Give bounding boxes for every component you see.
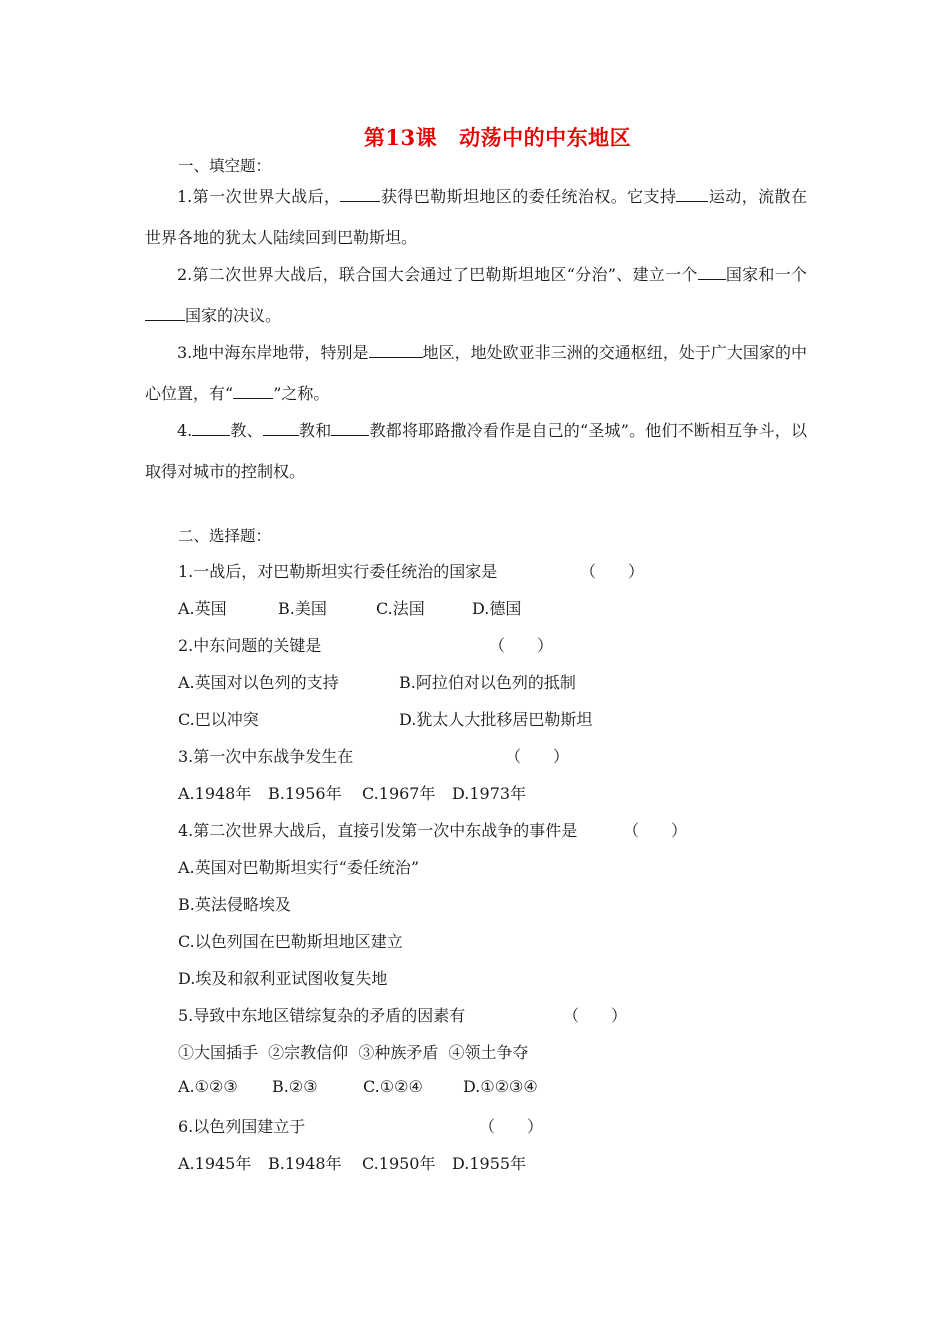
choice-option[interactable]: A.英国对以色列的支持 [178, 673, 339, 692]
answer-parenthesis[interactable]: （ ） [489, 636, 554, 655]
choice-option[interactable]: C.法国 [376, 599, 425, 618]
lesson-topic: 动荡中的中东地区 [459, 125, 632, 150]
choice-option[interactable]: D.犹太人大批移居巴勒斯坦 [399, 710, 593, 729]
section-fill-heading: 一、填空题： [178, 157, 272, 175]
answer-blank[interactable] [698, 261, 726, 280]
answer-parenthesis[interactable]: （ ） [505, 747, 570, 766]
choice-option[interactable]: B.1956年 [268, 784, 342, 803]
lesson-number: 第13课 [363, 125, 438, 150]
choice-option[interactable]: B.②③ [272, 1077, 318, 1096]
choice-option[interactable]: D.①②③④ [463, 1077, 538, 1096]
fill-question-3: 3.地中海东岸地带，特别是 地区，地处欧亚非三洲的交通枢纽，处于广大国家的中心位置，有“ ”之称。 [145, 332, 807, 414]
answer-blank[interactable] [192, 417, 230, 436]
choice-option[interactable]: C.1967年 [362, 784, 436, 803]
choice-option[interactable]: B.英法侵略埃及 [178, 895, 291, 914]
choice-option[interactable]: A.①②③ [178, 1077, 238, 1096]
answer-parenthesis[interactable]: （ ） [580, 562, 645, 581]
choice-option[interactable]: B.1948年 [268, 1154, 342, 1173]
answer-parenthesis[interactable]: （ ） [563, 1006, 628, 1025]
answer-blank[interactable] [676, 183, 708, 202]
choice-question-3-stem: 3.第一次中东战争发生在 [178, 747, 354, 766]
choice-option[interactable]: D.埃及和叙利亚试图收复失地 [178, 969, 388, 988]
choice-question-5-stem: 5.导致中东地区错综复杂的矛盾的因素有 [178, 1006, 466, 1025]
choice-option[interactable]: A.1948年 [178, 784, 252, 803]
answer-blank[interactable] [233, 380, 273, 399]
choice-option[interactable]: D.德国 [472, 599, 522, 618]
choice-option[interactable]: D.1955年 [452, 1154, 527, 1173]
answer-blank[interactable] [369, 339, 423, 358]
choice-question-1-stem: 1.一战后，对巴勒斯坦实行委任统治的国家是 [178, 562, 498, 581]
fill-question-2: 2.第二次世界大战后，联合国大会通过了巴勒斯坦地区“分治”、建立一个 国家和一个国家的决议。 [145, 254, 807, 336]
answer-blank[interactable] [263, 417, 299, 436]
choice-option[interactable]: A.英国 [178, 599, 227, 618]
choice-question-4-stem: 4.第二次世界大战后，直接引发第一次中东战争的事件是 [178, 821, 578, 840]
choice-option[interactable]: C.巴以冲突 [178, 710, 259, 729]
choice-option[interactable]: D.1973年 [452, 784, 527, 803]
answer-parenthesis[interactable]: （ ） [479, 1117, 544, 1136]
choice-option[interactable]: C.1950年 [362, 1154, 436, 1173]
choice-option[interactable]: C.①②④ [363, 1077, 423, 1096]
choice-option[interactable]: C.以色列国在巴勒斯坦地区建立 [178, 932, 403, 951]
choice-option[interactable]: B.阿拉伯对以色列的抵制 [399, 673, 576, 692]
choice-option[interactable]: A.英国对巴勒斯坦实行“委任统治” [178, 858, 420, 877]
factor-list: ①大国插手 ②宗教信仰 ③种族矛盾 ④领土争夺 [178, 1043, 529, 1062]
answer-blank[interactable] [331, 417, 369, 436]
fill-question-1: 1.第一次世界大战后， 获得巴勒斯坦地区的委任统治权。它支持 运动，流散在世界各地的犹太人陆续回到巴勒斯坦。 [145, 176, 807, 258]
choice-question-6-stem: 6.以色列国建立于 [178, 1117, 306, 1136]
choice-question-2-stem: 2.中东问题的关键是 [178, 636, 322, 655]
fill-question-4: 4. 教、 教和 教都将耶路撒冷看作是自己的“圣城”。他们不断相互争斗，以取得对城市的控制权。 [145, 410, 807, 492]
choice-option[interactable]: A.1945年 [178, 1154, 252, 1173]
section-choice-heading: 二、选择题： [178, 527, 272, 545]
choice-option[interactable]: B.美国 [278, 599, 327, 618]
answer-parenthesis[interactable]: （ ） [623, 821, 688, 840]
page-title [0, 122, 950, 152]
answer-blank[interactable] [145, 302, 185, 321]
answer-blank[interactable] [340, 183, 380, 202]
